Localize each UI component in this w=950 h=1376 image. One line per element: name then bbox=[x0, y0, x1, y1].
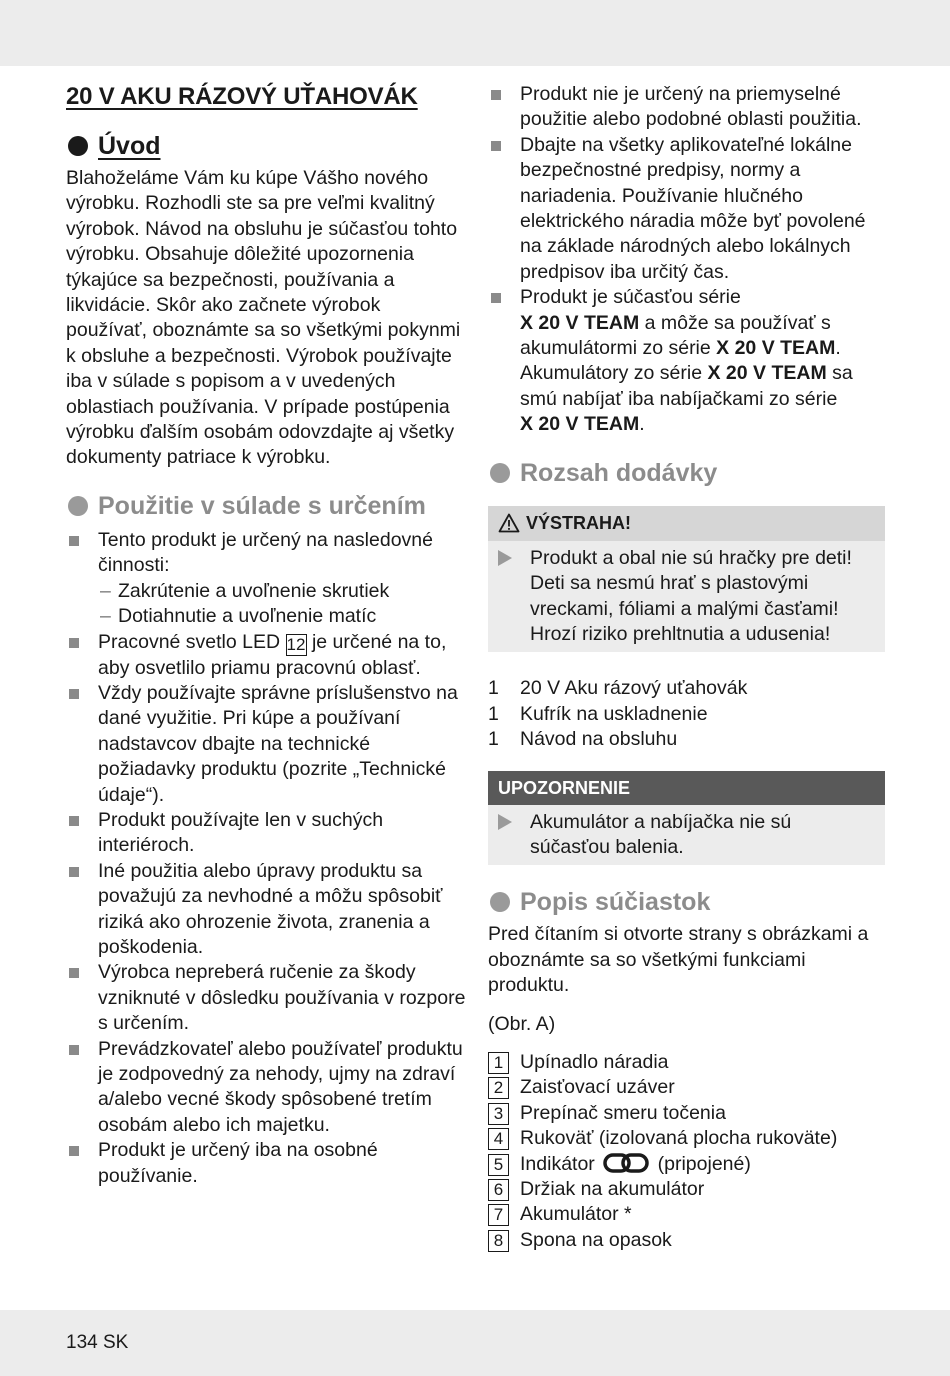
notice-box bbox=[488, 771, 885, 866]
warning-triangle-icon bbox=[498, 513, 520, 533]
warning-box bbox=[488, 506, 885, 653]
intended-use-list bbox=[66, 528, 466, 1189]
parts-list bbox=[488, 1050, 885, 1253]
notice-body: Akumulátor a nabíjačka nie sú súčasťou balenia. bbox=[488, 805, 885, 866]
part-item: 4 Rukoväť (izolovaná plocha rukoväte) bbox=[488, 1126, 885, 1151]
square-bullet-icon bbox=[491, 90, 501, 100]
list-item: Tento produkt je určený na nasledovné činnosti: – Zakrútenie a uvoľnenie skrutiek – Dotiahnutie a uvoľnenie matíc bbox=[66, 528, 466, 630]
list-item: 1 Návod na obsluhu bbox=[488, 728, 678, 751]
left-column bbox=[66, 80, 466, 1189]
part-number-box: 6 bbox=[488, 1179, 509, 1201]
square-bullet-icon bbox=[69, 816, 79, 826]
safety-list bbox=[488, 82, 885, 438]
square-bullet-icon bbox=[491, 141, 501, 151]
page-title: 20 V AKU RÁZOVÝ UŤAHOVÁK bbox=[66, 83, 418, 110]
part-number-box: 1 bbox=[488, 1052, 509, 1074]
list-item: 1 20 V Aku rázový uťahovák bbox=[488, 677, 748, 700]
part-number-box: 3 bbox=[488, 1103, 509, 1125]
sub-list bbox=[98, 579, 466, 630]
parts-intro: Pred čítaním si otvorte strany s obrázkami a oboznámte sa so všetkými funkciami produktu. bbox=[488, 923, 869, 997]
part-item: 6 Držiak na akumulátor bbox=[488, 1177, 885, 1202]
page-number: 134 SK bbox=[66, 1332, 129, 1353]
sub-list-item: – Dotiahnutie a uvoľnenie matíc bbox=[100, 605, 377, 628]
sub-list-item: – Zakrútenie a uvoľnenie skrutiek bbox=[100, 579, 390, 602]
part-item: 5 Indikátor (pripojené) bbox=[488, 1152, 885, 1177]
list-item: Produkt používajte len v suchých interiéroch. bbox=[66, 808, 466, 859]
bullet-dot-icon bbox=[490, 892, 510, 912]
list-item: Produkt je určený iba na osobné používanie. bbox=[66, 1138, 466, 1189]
square-bullet-icon bbox=[69, 536, 79, 546]
square-bullet-icon bbox=[69, 638, 79, 648]
square-bullet-icon bbox=[69, 689, 79, 699]
part-item: 1 Upínadlo náradia bbox=[488, 1050, 885, 1075]
part-number-box: 12 bbox=[286, 634, 306, 654]
warning-body: Produkt a obal nie sú hračky pre deti! Deti sa nesmú hrať s plastovými vreckami, fóliami a malými časťami! Hrozí riziko prehltnutia a udusenia! bbox=[488, 541, 885, 653]
part-item: 7 Akumulátor * bbox=[488, 1202, 885, 1227]
list-item: 1 Kufrík na uskladnenie bbox=[488, 702, 708, 725]
scope-heading: Rozsah dodávky bbox=[488, 458, 885, 488]
right-column bbox=[488, 80, 885, 1253]
top-band bbox=[0, 0, 950, 66]
list-item: Výrobca nepreberá ručenie za škody vzniknuté v dôsledku používania v rozpore s určením. bbox=[66, 960, 466, 1036]
list-item: Dbajte na všetky aplikovateľné lokálne bezpečnostné predpisy, normy a nariadenia. Používanie hlučného elektrického náradia môže byť povolené na základe národných alebo lokálnych predpisov iba určitý čas. bbox=[488, 133, 885, 285]
part-number-box: 8 bbox=[488, 1230, 509, 1252]
warning-title: VÝSTRAHA! bbox=[526, 513, 632, 534]
part-number-box: 7 bbox=[488, 1204, 509, 1226]
parts-heading: Popis súčiastok bbox=[488, 887, 885, 917]
square-bullet-icon bbox=[69, 968, 79, 978]
warning-header bbox=[488, 506, 885, 541]
series-name: X 20 V TEAM bbox=[520, 413, 640, 436]
square-bullet-icon bbox=[69, 1045, 79, 1055]
intro-text: Blahoželáme Vám ku kúpe Vášho nového výrobku. Rozhodli ste sa pre veľmi kvalitný výrobok. Návod na obsluhu je súčasťou tohto výrobku. Obsahuje dôležité upozornenia týkajúce sa bezpečnosti, používania a likvidácie. Skôr ako začnete výrobok používať, oboznámte sa so všetkými pokynmi k obsluhe a bezpečnosti. Výrobok používajte iba v súlade s popisom a v uvedených oblastiach používania. V prípade postúpenia výrobku ďalším osobám odovzdajte aj všetky dokumenty patriace k výrobku. bbox=[66, 167, 461, 469]
list-item: Produkt je súčasťou série X 20 V TEAM a môže sa používať s akumulátormi zo série X 20 V TEAM. Akumulátory zo série X 20 V TEAM sa smú nabíjať iba nabíjačkami zo série X 20 V TEAM. bbox=[488, 285, 885, 437]
part-item: 2 Zaisťovací uzáver bbox=[488, 1075, 885, 1100]
figure-reference: (Obr. A) bbox=[488, 1012, 556, 1035]
notice-header: UPOZORNENIE bbox=[488, 771, 885, 805]
part-number-box: 2 bbox=[488, 1077, 509, 1099]
connected-link-icon bbox=[603, 1152, 649, 1174]
part-item: 3 Prepínač smeru točenia bbox=[488, 1101, 885, 1126]
bullet-dot-icon bbox=[490, 463, 510, 483]
list-item: Prevádzkovateľ alebo používateľ produktu je zodpovedný za nehody, ujmy na zdraví a/alebo vecné škody spôsobené tretím osobám alebo ich majetku. bbox=[66, 1037, 466, 1139]
list-item: Vždy používajte správne príslušenstvo na dané využitie. Pri kúpe a používaní nadstavcov dbajte na technické požiadavky produktu (pozrite „Technické údaje“). bbox=[66, 681, 466, 808]
intro-heading: Úvod bbox=[66, 131, 466, 161]
part-number-box: 4 bbox=[488, 1128, 509, 1150]
part-item: 8 Spona na opasok bbox=[488, 1228, 885, 1253]
square-bullet-icon bbox=[491, 293, 501, 303]
bottom-band bbox=[0, 1310, 950, 1376]
series-name: X 20 V TEAM bbox=[707, 362, 827, 385]
square-bullet-icon bbox=[69, 867, 79, 877]
square-bullet-icon bbox=[69, 1146, 79, 1156]
list-item: Iné použitia alebo úpravy produktu sa považujú za nevhodné a môžu spôsobiť riziká ako ohrozenie života, zranenia a poškodenia. bbox=[66, 859, 466, 961]
series-name: X 20 V TEAM bbox=[520, 311, 640, 334]
list-item: Produkt nie je určený na priemyselné použitie alebo podobné oblasti použitia. bbox=[488, 82, 885, 133]
list-item: Pracovné svetlo LED 12 je určené na to, aby osvetlilo priamu pracovnú oblasť. bbox=[66, 630, 466, 681]
play-arrow-icon bbox=[498, 550, 512, 566]
part-number-box: 5 bbox=[488, 1154, 509, 1176]
intended-use-heading: Použitie v súlade s určením bbox=[66, 491, 466, 521]
bullet-dot-icon bbox=[68, 496, 88, 516]
series-name: X 20 V TEAM bbox=[716, 337, 836, 360]
play-arrow-icon bbox=[498, 814, 512, 830]
scope-items bbox=[488, 676, 885, 752]
bullet-dot-icon bbox=[68, 136, 88, 156]
